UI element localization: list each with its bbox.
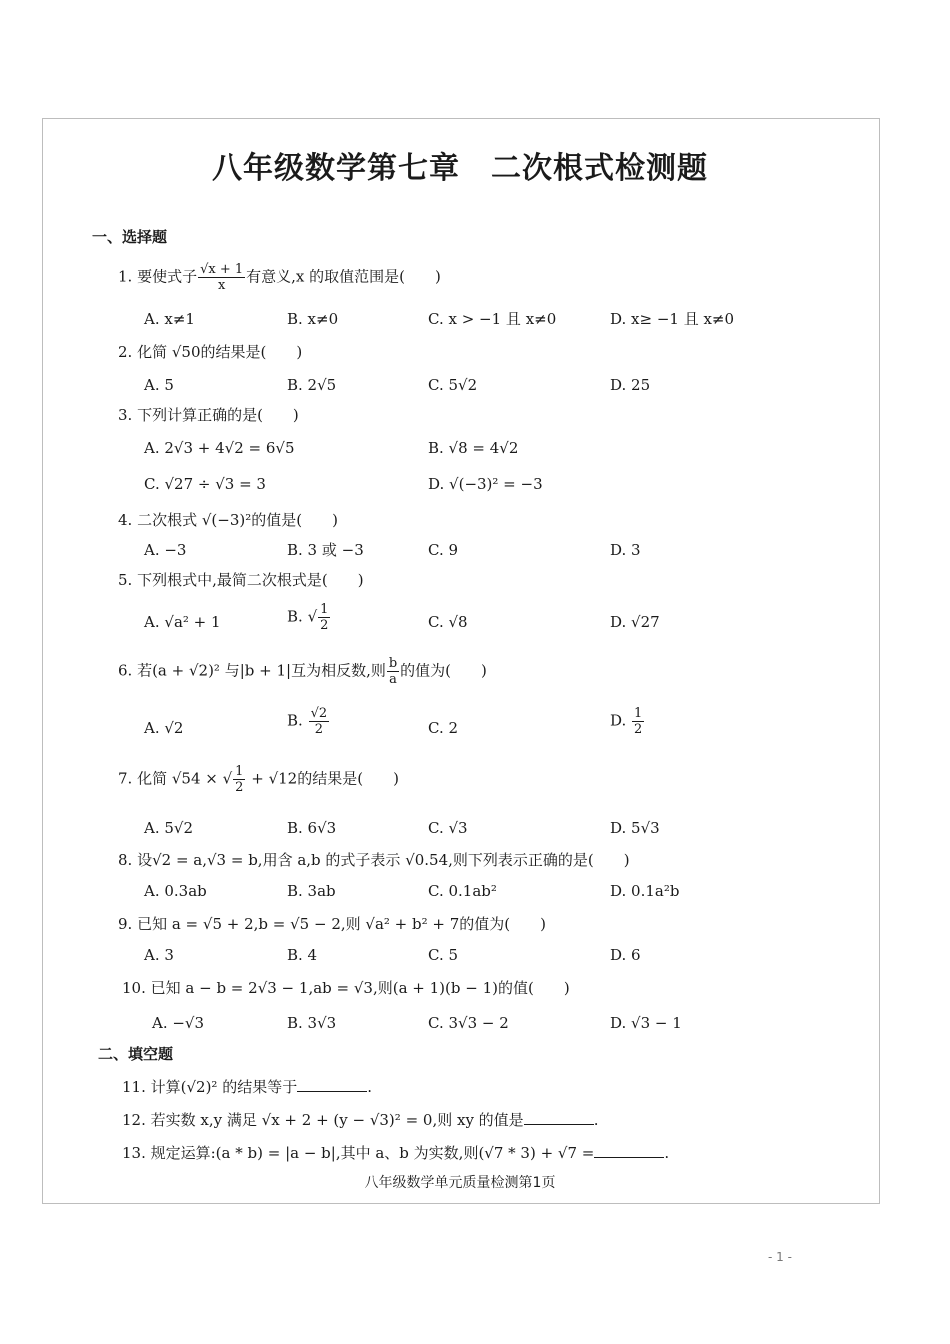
q10-option-d[interactable]: D. √3 − 1 [610, 1014, 682, 1032]
q4-option-a[interactable]: A. −3 [144, 541, 187, 559]
q6-option-c[interactable]: C. 2 [428, 719, 459, 737]
q6-option-b[interactable]: B. $\frac{√2}{2}$ [287, 706, 328, 737]
q7-fraction: $\frac{1}{2}$ [235, 764, 244, 795]
q9-option-a[interactable]: A. 3 [144, 946, 174, 964]
q1-option-d[interactable]: D. x≥ −1 且 x≠0 [610, 310, 735, 328]
question-7: 7. 化简 √54 × √ $\frac{1}{2}$ + √12的结果是( ) [118, 764, 399, 795]
q5-option-d[interactable]: D. √27 [610, 613, 660, 631]
question-1: 1. 要使式子 $\frac{√x + 1}{x}$ 有意义,x 的取值范围是( ) [118, 262, 441, 293]
q7-option-c[interactable]: C. √3 [428, 819, 468, 837]
q13-answer-blank[interactable] [594, 1143, 664, 1158]
q7-option-d[interactable]: D. 5√3 [610, 819, 660, 837]
q1-fraction: $\frac{√x + 1}{x}$ [200, 262, 244, 293]
question-12: 12. 若实数 x,y 满足 √x + 2 + (y − √3)² = 0,则 xy 的值是 . [122, 1111, 599, 1129]
q11-answer-blank[interactable] [297, 1077, 367, 1092]
q2-option-c[interactable]: C. 5√2 [428, 376, 478, 394]
q5-option-c[interactable]: C. √8 [428, 613, 468, 631]
q2-option-b[interactable]: B. 2√5 [287, 376, 337, 394]
question-11: 11. 计算(√2)² 的结果等于 . [122, 1078, 372, 1096]
question-6: 6. 若(a + √2)² 与|b + 1|互为相反数,则 $\frac{b}{a}$ 的值为( ) [118, 656, 487, 687]
q2-option-a[interactable]: A. 5 [144, 376, 174, 394]
q6-fraction: $\frac{b}{a}$ [388, 656, 398, 687]
q8-option-d[interactable]: D. 0.1a²b [610, 882, 680, 900]
q1-option-a[interactable]: A. x≠1 [144, 310, 195, 328]
q10-option-a[interactable]: A. −√3 [152, 1014, 205, 1032]
q4-option-d[interactable]: D. 3 [610, 541, 641, 559]
question-10: 10. 已知 a − b = 2√3 − 1,ab = √3,则(a + 1)(b − 1)的值( ) [122, 979, 570, 997]
q3-option-d[interactable]: D. √(−3)² = −3 [428, 475, 543, 493]
q7-option-a[interactable]: A. 5√2 [144, 819, 194, 837]
q9-option-c[interactable]: C. 5 [428, 946, 459, 964]
q3-option-b[interactable]: B. √8 = 4√2 [428, 439, 519, 457]
q5-option-a[interactable]: A. √a² + 1 [144, 613, 221, 631]
q4-option-c[interactable]: C. 9 [428, 541, 459, 559]
question-8: 8. 设√2 = a,√3 = b,用含 a,b 的式子表示 √0.54,则下列表示正确的是( ) [118, 851, 630, 869]
q7-option-b[interactable]: B. 6√3 [287, 819, 337, 837]
q6-option-d[interactable]: D. $\frac{1}{2}$ [610, 706, 643, 737]
q2-option-d[interactable]: D. 25 [610, 376, 651, 394]
q8-option-a[interactable]: A. 0.3ab [144, 882, 207, 900]
page-number: - 1 - [768, 1250, 792, 1264]
q1-option-c[interactable]: C. x > −1 且 x≠0 [428, 310, 557, 328]
section-choice: 一、选择题 [92, 228, 168, 246]
page-footer: 八年级数学单元质量检测第1页 [364, 1175, 556, 1191]
question-5: 5. 下列根式中,最简二次根式是( ) [118, 571, 364, 589]
question-4: 4. 二次根式 √(−3)²的值是( ) [118, 511, 338, 529]
question-3: 3. 下列计算正确的是( ) [118, 406, 299, 424]
q9-option-b[interactable]: B. 4 [287, 946, 318, 964]
q10-option-b[interactable]: B. 3√3 [287, 1014, 337, 1032]
q1-option-b[interactable]: B. x≠0 [287, 310, 339, 328]
section-fill-in: 二、填空题 [98, 1045, 174, 1063]
question-13: 13. 规定运算:(a * b) = |a − b|,其中 a、b 为实数,则(√7 * 3) + √7 = . [122, 1144, 670, 1162]
q5-option-b[interactable]: B. √ $\frac{1}{2}$ [287, 602, 329, 633]
q6-option-a[interactable]: A. √2 [144, 719, 184, 737]
q12-answer-blank[interactable] [524, 1110, 594, 1125]
q4-option-b[interactable]: B. 3 或 −3 [287, 541, 364, 559]
q10-option-c[interactable]: C. 3√3 − 2 [428, 1014, 509, 1032]
q9-option-d[interactable]: D. 6 [610, 946, 641, 964]
q8-option-c[interactable]: C. 0.1ab² [428, 882, 497, 900]
question-9: 9. 已知 a = √5 + 2,b = √5 − 2,则 √a² + b² + 7的值为( ) [118, 915, 546, 933]
q8-option-b[interactable]: B. 3ab [287, 882, 336, 900]
q3-option-a[interactable]: A. 2√3 + 4√2 = 6√5 [144, 439, 295, 457]
q3-option-c[interactable]: C. √27 ÷ √3 = 3 [144, 475, 266, 493]
page-title: 八年级数学第七章 二次根式检测题 [212, 151, 708, 186]
question-2: 2. 化简 √50的结果是( ) [118, 343, 303, 361]
